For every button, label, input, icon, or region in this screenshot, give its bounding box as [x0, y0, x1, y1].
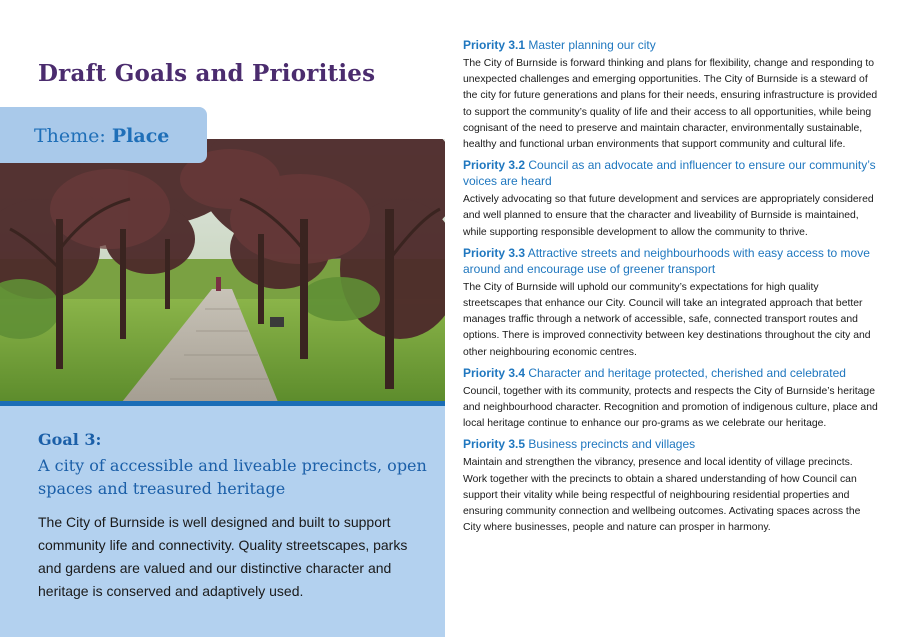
- priority-heading: [463, 245, 878, 277]
- priority-label: Priority 3.2: [463, 158, 526, 173]
- priority-3-3: [463, 245, 878, 361]
- priority-title: Business precincts and villages: [528, 437, 696, 452]
- theme-name: Place: [111, 125, 170, 147]
- priority-title: Character and heritage protected, cherished and celebrated: [528, 365, 846, 380]
- priority-label: Priority 3.4: [463, 365, 526, 380]
- goal-panel: [0, 406, 445, 637]
- priority-label: Priority 3.3: [463, 245, 526, 260]
- priority-title: Attractive streets and neighbourhoods with easy access to move around and encourage use of greener transport: [463, 245, 870, 276]
- priority-body: Council, together with its community, protects and respects the City of Burnside’s heritage and neighbourhood character. Recognition and promotion of indigenous culture, place and local heritage continue to enhance our pro-grams as we celebrate our heritage.: [463, 385, 878, 430]
- priority-body: Actively advocating so that future development and services are appropriately considered and well planned to ensure that the character and liveability of Burnside is maintained, while supporting responsible development to allow the community to thrive.: [463, 194, 874, 238]
- tree-lined-path-photo: [0, 139, 445, 402]
- priority-heading: [463, 365, 878, 381]
- priority-body: The City of Burnside is forward thinking and plans for flexibility, change and responding to unexpected challenges and emerging opportunities. The City of Burnside is a steward of the city for future generations and plans for their needs, ensuring infrastructure is provided to support the community’s quality of life and their access to all opportunities, while being cognisant of the need to preserve and maintain character, environmentally sustainable, healthy and functional urban environments that support community and cultural life.: [463, 58, 878, 151]
- page-title: Draft Goals and Priorities: [38, 60, 376, 87]
- priority-body: Maintain and strengthen the vibrancy, presence and local identity of village precincts. Work together with the precincts to obtain a shared understanding of how Council can support their vitality while being respectful of neighbouring residential properties and ensuring community connection and wellbeing outcomes. Activating spaces across the City where businesses, people and nature can prosper in harmony.: [463, 457, 861, 534]
- priority-title: Council as an advocate and influencer to ensure our community’s voices are heard: [463, 158, 876, 189]
- priorities-list: [463, 37, 878, 540]
- priority-body: The City of Burnside will uphold our community’s expectations for high quality streetscapes that enhance our City. Council will take an integrated approach that better manages traffic through a network of accessible, safe, connected transport routes and options. There is improved connectivity between key destinations throughout the city and other neighbouring economic centres.: [463, 281, 871, 358]
- goal-subtitle: A city of accessible and liveable precincts, open spaces and treasured heritage: [38, 456, 427, 498]
- priority-3-1: [463, 37, 878, 153]
- priority-3-4: [463, 365, 878, 433]
- priority-label: Priority 3.5: [463, 437, 526, 452]
- goal-heading: Goal 3:: [38, 430, 102, 449]
- priority-title: Master planning our city: [528, 38, 656, 52]
- theme-tab: [0, 107, 207, 163]
- priority-3-5: [463, 436, 878, 536]
- priority-heading: [463, 157, 878, 189]
- priority-3-2: [463, 157, 878, 241]
- goal-body: The City of Burnside is well designed and built to support community life and connectivity. Quality streetscapes, parks and gardens are valued and our distinctive character and heritage is conserved and adaptively used.: [38, 514, 408, 599]
- priority-heading: [463, 436, 878, 452]
- priority-label: Priority 3.1: [463, 38, 526, 52]
- theme-prefix: Theme:: [34, 125, 106, 147]
- priority-heading: [463, 37, 878, 53]
